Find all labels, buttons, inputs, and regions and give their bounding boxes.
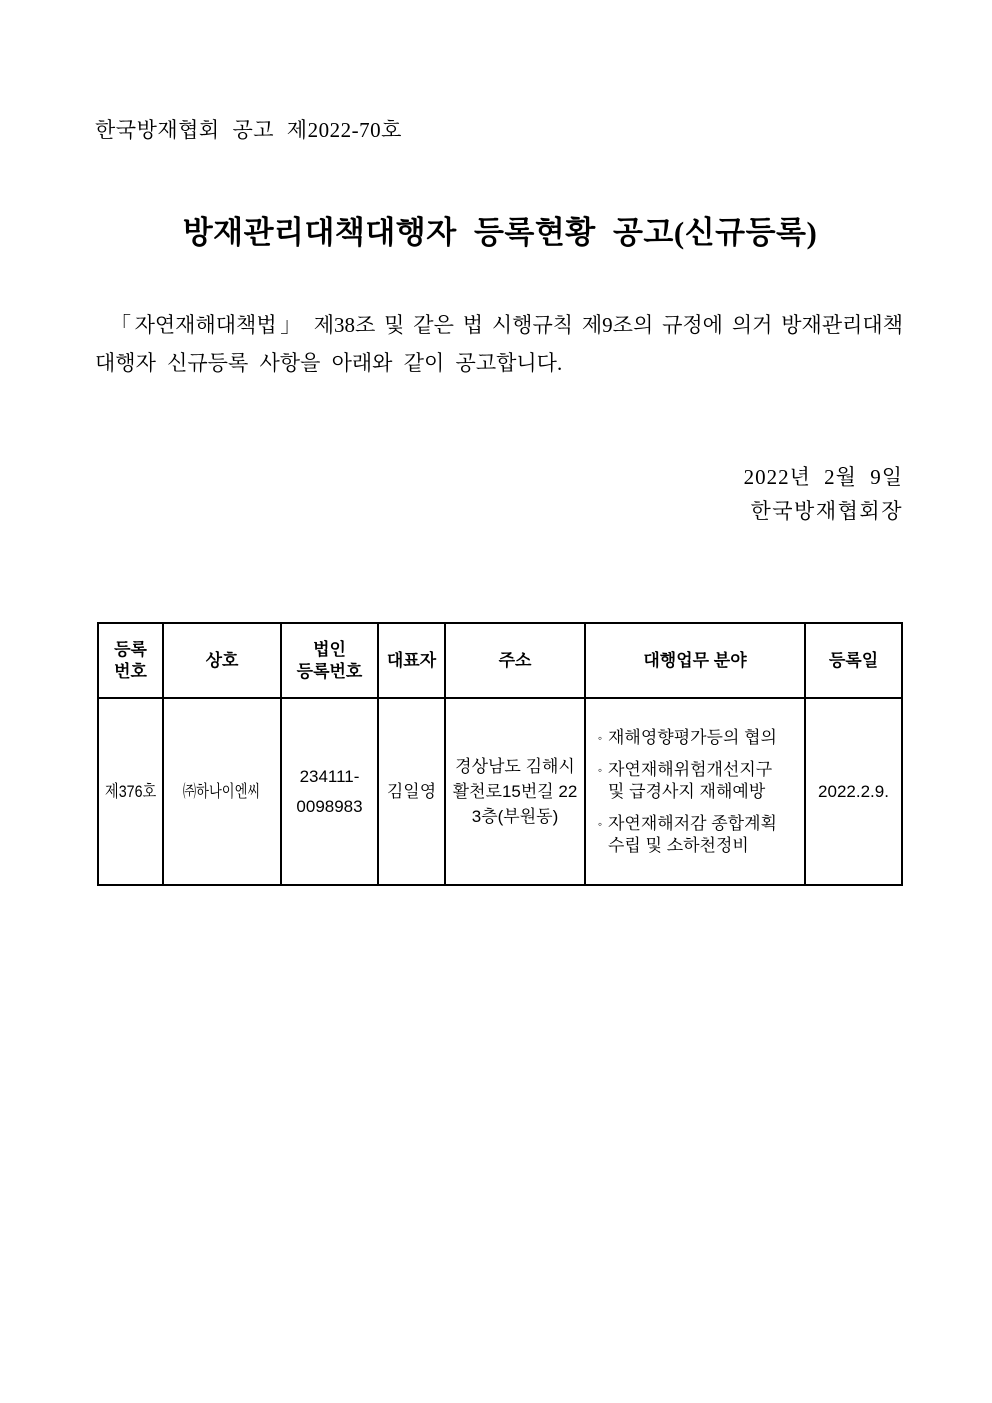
business-field-line: 자연재해저감 종합계획: [608, 813, 777, 833]
notice-number-line: 한국방재협회 공고 제2022-70호: [95, 118, 402, 142]
corporate-registration-number-line: 0098983: [296, 796, 363, 816]
business-field-text: [608, 727, 800, 749]
header-line: 등록: [114, 639, 147, 659]
issuer-signature: 한국방재협회장: [750, 499, 903, 523]
cell-address: [445, 698, 585, 885]
business-field-item: [592, 727, 800, 749]
header-line: 번호: [114, 661, 147, 681]
address-line: 경상남도 김해시: [455, 757, 575, 776]
col-header-address: [445, 623, 585, 698]
cell-business-fields: [585, 698, 805, 885]
cell-company-name: [163, 698, 281, 885]
representative-value: 김일영: [386, 781, 437, 801]
header-line: 상호: [205, 650, 239, 670]
business-field-item: [592, 759, 800, 803]
header-line: 대행업무 분야: [643, 650, 747, 670]
document-title: 방재관리대책대행자 등록현황 공고(신규등록): [182, 215, 818, 250]
corporate-registration-number-line: 234111-: [299, 766, 360, 786]
address-line: 활천로15번길 22: [452, 782, 578, 801]
header-line: 등록번호: [296, 661, 363, 681]
business-field-line: 재해영향평가등의 협의: [608, 727, 777, 747]
header-line: 등록일: [828, 650, 879, 670]
registration-date-value: 2022.2.9.: [818, 781, 889, 801]
business-field-text: [608, 813, 800, 857]
cell-representative: [378, 698, 445, 885]
bullet-icon: ◦: [597, 762, 603, 777]
col-header-registration-number: [98, 623, 163, 698]
col-header-registration-date: [805, 623, 902, 698]
col-header-business-fields: [585, 623, 805, 698]
business-fields-list: [586, 727, 804, 857]
body-paragraph-line1: 「자연재해대책법」 제38조 및 같은 법 시행규칙 제9조의 규정에 의거 방재관리대책: [110, 313, 903, 337]
registration-number-value: 제376호: [104, 781, 157, 801]
table-row: [98, 698, 902, 885]
col-header-company-name: [163, 623, 281, 698]
col-header-representative: [378, 623, 445, 698]
address-line: 3층(부원동): [471, 807, 559, 826]
business-field-line: 수립 및 소하천정비: [608, 835, 749, 855]
business-field-item: [592, 813, 800, 857]
header-line: 법인: [313, 639, 346, 659]
header-line: 대표자: [386, 650, 437, 670]
cell-corporate-registration-number: [281, 698, 378, 885]
business-field-line: 자연재해위험개선지구: [608, 759, 773, 779]
cell-registration-date: [805, 698, 902, 885]
cell-registration-number: [98, 698, 163, 885]
col-header-corporate-registration-number: [281, 623, 378, 698]
bullet-icon: ◦: [597, 816, 603, 831]
company-name-value: ㈜하나이엔씨: [183, 781, 261, 801]
announcement-date: 2022년 2월 9일: [743, 465, 903, 489]
business-field-text: [608, 759, 800, 803]
business-field-line: 및 급경사지 재해예방: [608, 781, 766, 801]
registration-table: [97, 622, 903, 886]
header-line: 주소: [498, 650, 532, 670]
body-paragraph-line2: 대행자 신규등록 사항을 아래와 같이 공고합니다.: [95, 351, 563, 375]
bullet-icon: ◦: [597, 730, 603, 745]
table-header-row: [98, 623, 902, 698]
